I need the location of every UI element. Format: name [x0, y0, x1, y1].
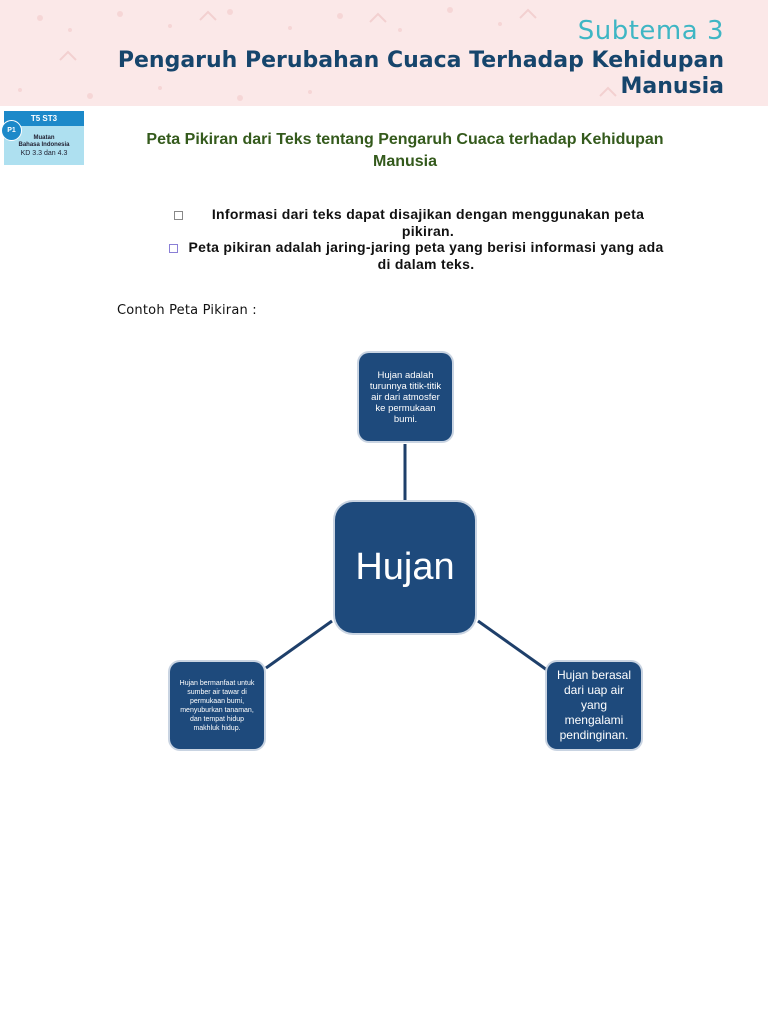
subtema-label: Subtema 3: [577, 16, 724, 46]
page-title-line-2: Manusia: [620, 74, 724, 99]
node-text: Hujan adalah turunnya titik-titik air dari atmosfer ke permukaan bumi.: [369, 369, 442, 425]
badge-code: T5 ST3: [4, 111, 84, 126]
connector-left: [266, 621, 332, 668]
example-label: Contoh Peta Pikiran :: [117, 303, 257, 318]
page-title-line-1: Pengaruh Perubahan Cuaca Terhadap Kehidupan: [117, 48, 724, 73]
lesson-number-badge: P1: [1, 120, 22, 141]
center-node-text: Hujan: [355, 546, 455, 588]
mind-map-node-origin: [547, 662, 641, 749]
badge-subject: Bahasa Indonesia: [18, 142, 70, 148]
node-text: Hujan bermanfaat untuk sumber air tawar di permukaan bumi, menyuburkan tanaman, dan tempat hidup makhluk hidup.: [179, 679, 255, 732]
mind-map-center-node: [335, 502, 475, 633]
badge-kd: KD 3.3 dan 4.3: [20, 150, 68, 157]
bullet-text: Informasi dari teks dapat disajikan dengan menggunakan peta pikiran.: [211, 206, 645, 239]
mind-map-node-benefit: [170, 662, 264, 749]
connector-right: [478, 621, 547, 670]
mind-map-node-definition: [359, 353, 452, 441]
document-title: Peta Pikiran dari Teks tentang Pengaruh Cuaca terhadap Kehidupan Manusia: [146, 131, 664, 170]
node-text: Hujan berasal dari uap air yang mengalami pendinginan.: [556, 668, 632, 742]
badge-muatan: Muatan: [33, 135, 55, 141]
bullet-text: Peta pikiran adalah jaring-jaring peta yang berisi informasi yang ada di dalam teks.: [188, 239, 664, 272]
